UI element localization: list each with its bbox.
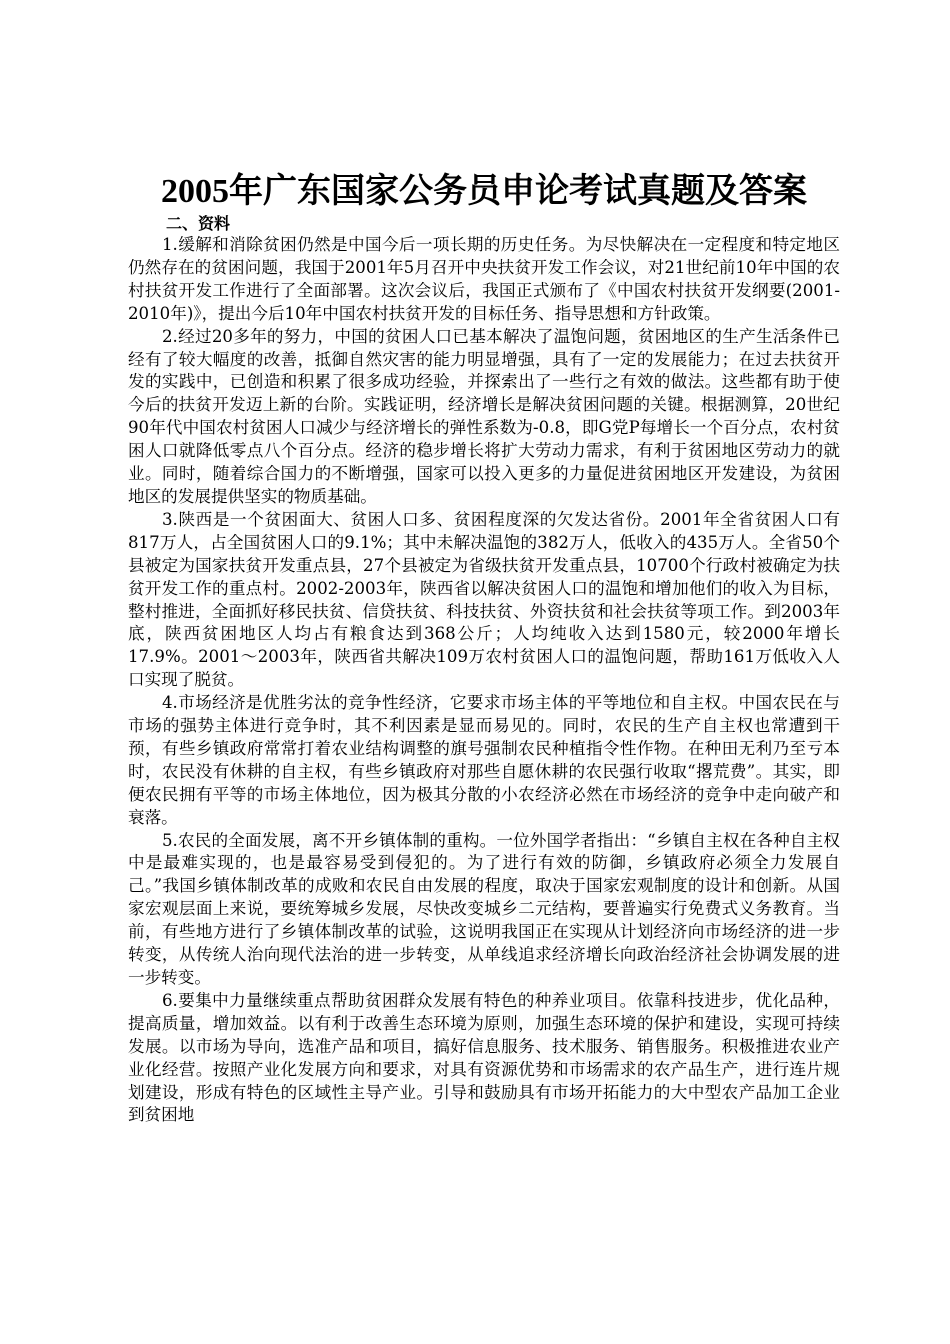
paragraph-4: 4.市场经济是优胜劣汰的竞争性经济，它要求市场主体的平等地位和自主权。中国农民在与市场的强势主体进行竞争时，其不利因素是显而易见的。同时，农民的生产自主权也常遭到干预，有些乡镇政府常常打着农业结构调整的旗号强制农民种植指令性作物。在种田无利乃至亏本时，农民没有休耕的自主权，有些乡镇政府对那些自愿休耕的农民强行收取“撂荒费”。其实，即便农民拥有平等的市场主体地位，因为极其分散的小农经济必然在市场经济的竞争中走向破产和衰落。: [128, 693, 840, 827]
paragraph-3: 3.陕西是一个贫困面大、贫困人口多、贫困程度深的欠发达省份。2001年全省贫困人口有817万人，占全国贫困人口的9.1%；其中未解决温饱的382万人，低收入的435万人。全省50个县被定为国家扶贫开发重点县，27个县被定为省级扶贫开发重点县，10700个行政村被确定为扶贫开发工作的重点村。2002-2003年，陕西省以解决贫困人口的温饱和增加他们的收入为目标，整村推进，全面抓好移民扶贫、信贷扶贫、科技扶贫、外资扶贫和社会扶贫等项工作。到2003年底，陕西贫困地区人均占有粮食达到368公斤；人均纯收入达到1580元，较2000年增长17.9%。2001～2003年，陕西省共解决109万农村贫困人口的温饱问题，帮助161万低收入人口实现了脱贫。: [128, 509, 840, 690]
paragraph-6: 6.要集中力量继续重点帮助贫困群众发展有特色的种养业项目。依靠科技进步，优化品种，提高质量，增加效益。以有利于改善生态环境为原则，加强生态环境的保护和建设，实现可持续发展。以市场为导向，选准产品和项目，搞好信息服务、技术服务、销售服务。积极推进农业产业化经营。按照产业化发展方向和要求，对具有资源优势和市场需求的农产品生产，进行连片规划建设，形成有特色的区域性主导产业。引导和鼓励具有市场开拓能力的大中型农产品加工企业到贫困地: [128, 990, 840, 1125]
paragraph-2: 2.经过20多年的努力，中国的贫困人口已基本解决了温饱问题，贫困地区的生产生活条件已经有了较大幅度的改善，抵御自然灾害的能力明显增强，具有了一定的发展能力；在过去扶贫开发的实践中，已创造和积累了很多成功经验，并探索出了一些行之有效的做法。这些都有助于使今后的扶贫开发迈上新的台阶。实践证明，经济增长是解决贫困问题的关键。根据测算，20世纪90年代中国农村贫困人口减少与经济增长的弹性系数为-0.8，即G党P每增长一个百分点，农村贫困人口就降低零点八个百分点。经济的稳步增长将扩大劳动力需求，有利于贫困地区劳动力的就业。同时，随着综合国力的不断增强，国家可以投入更多的力量促进贫困地区开发建设，为贫困地区的发展提供坚实的物质基础。: [128, 326, 840, 506]
document-page: [128, 172, 840, 1127]
section-heading: 二、资料: [166, 214, 231, 233]
paragraph-1: 1.缓解和消除贫困仍然是中国今后一项长期的历史任务。为尽快解决在一定程度和特定地区仍然存在的贫困问题，我国于2001年5月召开中央扶贫开发工作会议，对21世纪前10年中国的农村扶贫开发工作进行了全面部署。这次会议后，我国正式颁布了《中国农村扶贫开发纲要(2001-2010年)》，提出今后10年中国农村扶贫开发的目标任务、指导思想和方针政策。: [128, 235, 840, 323]
document-title: 2005年广东国家公务员申论考试真题及答案: [161, 173, 807, 210]
paragraph-5: 5.农民的全面发展，离不开乡镇体制的重构。一位外国学者指出：“乡镇自主权在各种自主权中是最难实现的，也是最容易受到侵犯的。为了进行有效的防御，乡镇政府必须全力发展自己。”我国乡镇体制改革的成败和农民自由发展的程度，取决于国家宏观制度的设计和创新。从国家宏观层面上来说，要统筹城乡发展，尽快改变城乡二元结构，要普遍实行免费式义务教育。当前，有些地方进行了乡镇体制改革的试验，这说明我国正在实现从计划经济向市场经济的进一步转变，从传统人治向现代法治的进一步转变，从单线追求经济增长向政治经济社会协调发展的进一步转变。: [128, 830, 840, 987]
